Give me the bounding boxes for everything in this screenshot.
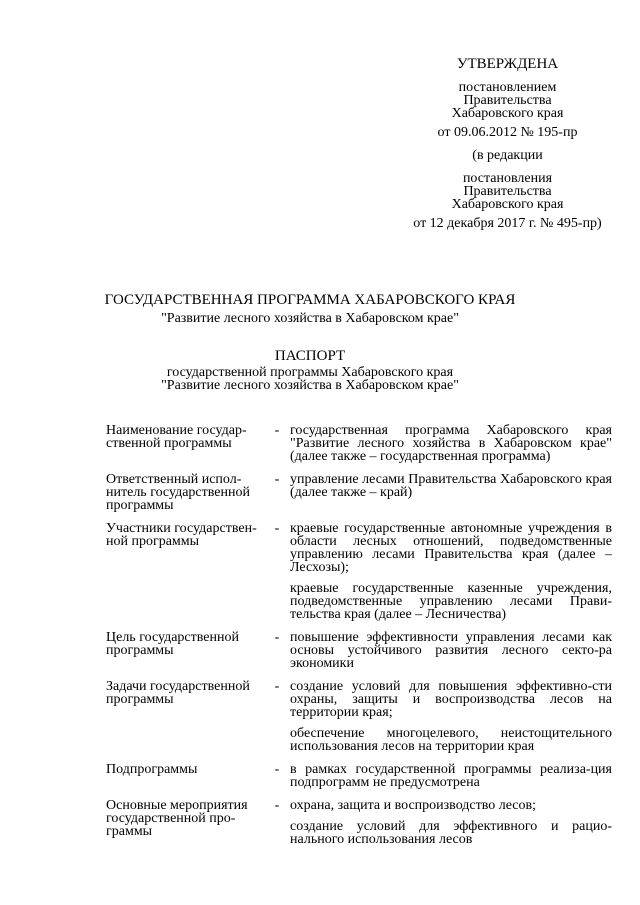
- approval-line: Правительства: [463, 184, 552, 199]
- row-dash: -: [274, 762, 280, 777]
- row-label: Подпрограммы: [106, 762, 198, 777]
- approval-line: Хабаровского края: [451, 197, 564, 212]
- row-dash: -: [274, 630, 280, 645]
- row-label: Наименование государ-ственной программы: [106, 423, 247, 451]
- table-row: [106, 799, 612, 846]
- row-value: [290, 631, 612, 670]
- program-subtitle: "Развитие лесного хозяйства в Хабаровском крае": [161, 311, 459, 326]
- row-value: [290, 473, 612, 512]
- passport-subtitle-line: государственной программы Хабаровского края: [166, 365, 454, 380]
- passport-title: ПАСПОРТ: [274, 348, 346, 364]
- table-row: [106, 473, 612, 512]
- passport-table: [106, 424, 612, 846]
- row-dash: -: [274, 679, 280, 694]
- row-value: [290, 522, 612, 621]
- row-label: Участники государствен-ной программы: [106, 521, 257, 549]
- row-value-text: охрана, защита и воспроизводство лесов;: [290, 798, 537, 813]
- row-value-text: в рамках государственной программы реализа-ция подпрограмм не предусмотрена: [290, 762, 612, 790]
- row-label: Основные мероприятия государственной про-граммы: [106, 798, 248, 839]
- row-value-text: краевые государственные казенные учреждения, подведомственные управлению лесами Прави-тельства края (далее – Лесничества): [290, 581, 612, 622]
- approval-line: постановления: [462, 171, 553, 186]
- row-value-text: обеспечение многоцелевого, неистощительного использования лесов на территории края: [290, 726, 612, 754]
- row-label: Цель государственной программы: [106, 630, 239, 658]
- passport-subtitle: [100, 366, 520, 392]
- table-row: [106, 424, 612, 463]
- program-title: ГОСУДАРСТВЕННАЯ ПРОГРАММА ХАБАРОВСКОГО КРАЯ: [104, 292, 516, 308]
- row-dash: -: [274, 521, 280, 536]
- approval-line: Хабаровского края: [451, 106, 564, 121]
- approval-line: Правительства: [463, 93, 552, 108]
- row-value-text: создание условий для повышения эффективно-сти охраны, защиты и воспроизводства лесов на территории края;: [290, 679, 612, 720]
- row-dash: -: [274, 798, 280, 813]
- row-label: Ответственный испол-нитель государственной программы: [106, 472, 250, 513]
- approval-date: от 09.06.2012 № 195-пр: [437, 125, 578, 140]
- row-value-text: создание условий для эффективного и рацио-нального использования лесов: [290, 819, 612, 847]
- row-value-text: краевые государственные автономные учреждения в области лесных отношений, подведомственные управлению лесами Правительства края (далее – Лесхозы);: [290, 521, 612, 575]
- row-value: [290, 799, 612, 846]
- table-row: [106, 522, 612, 621]
- row-value-text: управление лесами Правительства Хабаровского края (далее также – край): [290, 472, 612, 500]
- approval-block: [400, 58, 615, 230]
- table-row: [106, 763, 612, 789]
- row-dash: -: [274, 423, 280, 438]
- passport-subtitle-line: "Развитие лесного хозяйства в Хабаровском крае": [161, 378, 459, 393]
- row-value-text: повышение эффективности управления лесами как основы устойчивого развития лесного секто-ра экономики: [290, 630, 612, 671]
- row-value: [290, 763, 612, 789]
- row-label: Задачи государственной программы: [106, 679, 250, 707]
- row-value: [290, 680, 612, 753]
- approval-line: (в редакции: [472, 148, 543, 163]
- row-value: [290, 424, 612, 463]
- row-dash: -: [274, 472, 280, 487]
- amendment-date: от 12 декабря 2017 г. № 495-пр): [413, 216, 602, 231]
- approval-line: постановлением: [458, 80, 557, 95]
- row-value-text: государственная программа Хабаровского края "Развитие лесного хозяйства в Хабаровском крае" (далее также – государственная программа): [290, 423, 612, 464]
- approval-heading: УТВЕРЖДЕНА: [456, 56, 559, 72]
- table-row: [106, 631, 612, 670]
- table-row: [106, 680, 612, 753]
